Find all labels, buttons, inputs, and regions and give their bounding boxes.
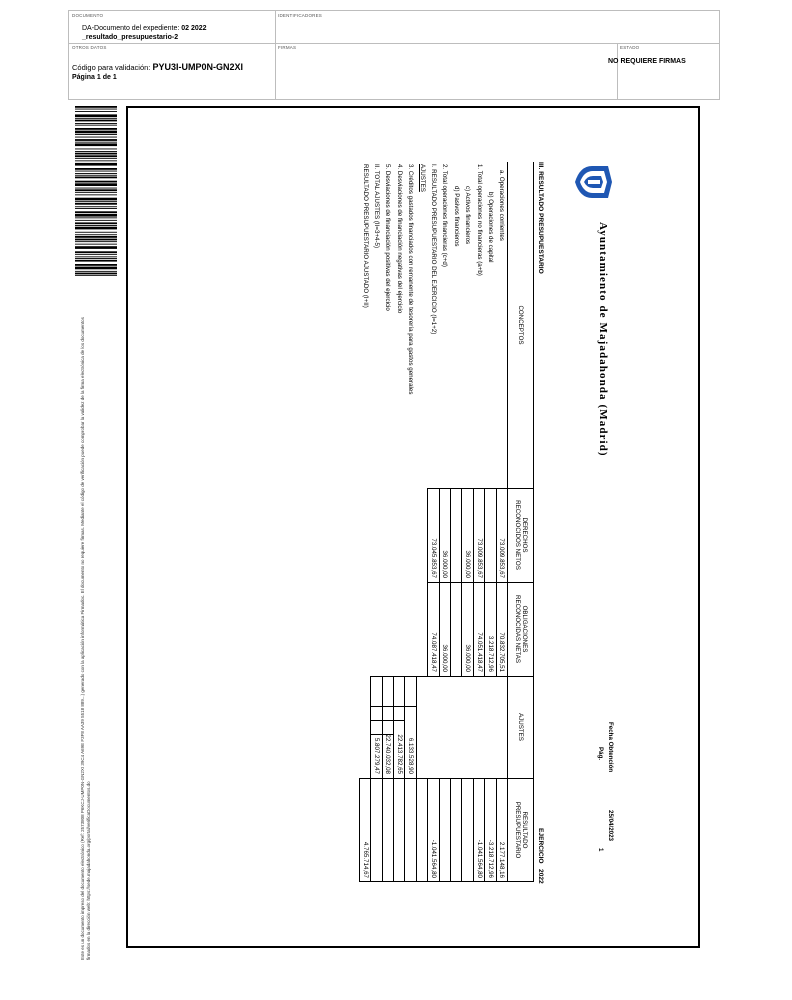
barcode-bar — [75, 271, 117, 272]
barcode-bar — [75, 258, 117, 259]
row-concepto: 5. Desviaciones de financiación positivas del ejercicio — [384, 164, 392, 311]
row-concepto: I. RESULTADO PRESUPUESTARIO DEL EJERCICIO (I=1+2) — [430, 164, 438, 335]
estado-label: ESTADO — [620, 45, 640, 50]
barcode-bar — [75, 241, 117, 242]
barcode-bar — [75, 123, 117, 124]
documento-line1: DA-Documento del expediente: 02 2022 — [82, 25, 207, 32]
barcode-bar — [75, 217, 117, 218]
barcode-bar — [75, 142, 117, 143]
section-title: III. RESULTADO PRESUPUESTARIO — [537, 162, 544, 274]
row-concepto: a. Operaciones corrientes — [498, 170, 506, 241]
barcode-bar — [75, 177, 117, 179]
documento-label: DOCUMENTO — [72, 13, 104, 18]
fecha-label: Fecha Obtención — [607, 722, 614, 773]
barcode-bar — [75, 208, 117, 209]
firmas-cell — [275, 43, 617, 101]
barcode-bar — [75, 211, 117, 213]
cell-obligaciones: 74.087.418,47 — [430, 632, 438, 672]
barcode-bar — [75, 264, 117, 266]
row-concepto: 2. Total operaciones financieras (c+d) — [441, 164, 449, 267]
col-header-resultado: RESULTADO PRESUPUESTARIO — [514, 801, 528, 859]
document-header — [68, 10, 720, 100]
barcode-bar — [75, 153, 117, 155]
cell-obligaciones: 3.218.712,96 — [487, 635, 495, 672]
barcode-bar — [75, 120, 117, 122]
barcode-bar — [75, 143, 117, 146]
table-rule — [508, 676, 534, 677]
row-concepto: AJUSTES — [418, 164, 426, 192]
barcode-bar — [75, 225, 117, 226]
barcode-bar — [75, 189, 117, 191]
barcode-bar — [75, 214, 117, 217]
cell-derechos: 36.000,00 — [441, 550, 449, 578]
pagina-text: Página 1 de 1 — [72, 74, 117, 81]
cell-ajustes: 5.807.279,47 — [373, 737, 381, 774]
barcode-bar — [75, 246, 117, 249]
barcode-bar — [75, 118, 117, 119]
cell-obligaciones: 36.000,00 — [464, 644, 472, 672]
documento-cell — [69, 11, 275, 43]
barcode-bar — [75, 137, 117, 138]
barcode-bar — [75, 151, 117, 152]
row-concepto: d) Pasivos financieros — [452, 186, 460, 247]
barcode-bar — [75, 188, 117, 189]
firmas-label: FIRMAS — [278, 45, 297, 50]
barcode-bar — [75, 175, 117, 176]
pag-value: 1 — [597, 848, 604, 852]
barcode-bar — [75, 106, 117, 108]
barcode-bar — [75, 275, 117, 276]
barcode-bar — [75, 239, 117, 241]
barcode-bar — [75, 198, 117, 201]
table-rule — [450, 778, 451, 882]
col-header-ajustes: AJUSTES — [517, 713, 525, 741]
row-concepto: c) Activos financieros — [464, 186, 472, 245]
rotated-report — [308, 162, 620, 882]
barcode-bar — [75, 267, 117, 270]
cell-derechos: 36.000,00 — [464, 550, 472, 578]
table-rule — [508, 488, 534, 489]
ejercicio: EJERCICIO 2022 — [537, 828, 544, 884]
cell-derechos: 73.009.853,67 — [498, 538, 506, 578]
row-concepto: 4. Desviaciones de financiación negativas del ejercicio — [395, 164, 403, 314]
barcode-bar — [75, 194, 117, 195]
row-concepto: RESULTADO PRESUPUESTARIO AJUSTADO (I+II) — [361, 164, 369, 308]
barcode-bar — [75, 222, 117, 224]
barcode-bar — [75, 155, 117, 157]
barcode-bar — [75, 201, 117, 202]
table-rule — [360, 881, 534, 882]
table-rule — [508, 778, 534, 779]
otros-datos-label: OTROS DATOS — [72, 45, 107, 50]
codigo-validacion: Código para validación: PYU3I-UMP0N-GN2XI — [72, 62, 243, 72]
barcode-bar — [75, 158, 117, 159]
table-rule — [461, 778, 462, 882]
estado-value: NO REQUIERE FIRMAS — [608, 58, 686, 65]
otros-datos-cell — [69, 43, 275, 101]
cell-ajustes: 22.740.032,08 — [384, 734, 392, 774]
table-rule — [393, 778, 394, 882]
barcode-bar — [75, 260, 117, 262]
organization-name: Ayuntamiento de Majadahonda (Madrid) — [597, 222, 609, 457]
identificadores-label: IDENTIFICADORES — [278, 13, 323, 18]
documento-line2: _resultado_presupuestario-2 — [82, 34, 179, 41]
barcode-bar — [75, 131, 117, 134]
barcode-bar — [75, 160, 117, 161]
majadahonda-crest-icon — [574, 162, 614, 202]
cell-ajustes: 22.413.782,65 — [395, 734, 403, 774]
row-concepto: II. TOTAL AJUSTES (II=3+4-5) — [373, 164, 381, 249]
barcode-bar — [75, 128, 117, 130]
barcode-bar — [75, 256, 117, 257]
fecha-value: 25/04/2023 — [607, 810, 614, 841]
col-header-obligaciones: OBLIGACIONES RECONOCIDAS NETAS — [514, 595, 528, 663]
cell-resultado: -3.218.712,96 — [487, 839, 495, 878]
cell-ajustes: 6.133.528,90 — [407, 737, 415, 774]
barcode-bar — [75, 149, 117, 150]
table-rule — [508, 582, 534, 583]
barcode-bar — [75, 111, 117, 112]
barcode-bar — [75, 254, 117, 255]
cell-derechos: 73.045.853,67 — [430, 538, 438, 578]
pag-label: Pág. — [597, 747, 604, 761]
barcode-bar — [75, 168, 117, 170]
table-rule — [533, 162, 534, 882]
barcode-bar — [75, 192, 117, 193]
table-rule — [404, 778, 405, 882]
barcode-bar — [75, 234, 117, 235]
barcode-bar — [75, 114, 117, 117]
barcode-bar — [75, 173, 117, 174]
barcode-bar — [75, 232, 117, 233]
cell-derechos: 73.009.853,67 — [475, 538, 483, 578]
barcode-bar — [75, 125, 117, 126]
barcode-bar — [75, 134, 117, 135]
barcode-image — [75, 106, 117, 276]
barcode-bar — [75, 273, 117, 275]
cell-obligaciones: 36.000,00 — [441, 644, 449, 672]
row-concepto: 3. Créditos gastados financiados con remanente de tesorería para gastos generales — [407, 164, 415, 395]
cell-resultado: -1.041.564,80 — [475, 839, 483, 878]
cell-resultado: 2.177.148,16 — [498, 841, 506, 878]
estado-cell — [608, 43, 721, 101]
barcode-bar — [75, 181, 117, 183]
barcode-bar — [75, 109, 117, 110]
col-header-conceptos: CONCEPTOS — [517, 305, 525, 345]
barcode-bar — [75, 236, 117, 238]
barcode-bar — [75, 203, 117, 205]
cell-obligaciones: 74.051.418,47 — [475, 632, 483, 672]
cell-resultado: 4.765.714,67 — [361, 841, 369, 878]
table-rule — [416, 778, 417, 882]
barcode-bar — [75, 227, 117, 230]
barcode-bar — [75, 171, 117, 172]
row-concepto: b) Operaciones de capital — [487, 192, 495, 263]
table-rule — [382, 778, 383, 882]
row-concepto: 1. Total operaciones no financieras (a+b) — [475, 164, 483, 276]
barcode-bar — [75, 244, 117, 245]
col-header-derechos: DERECHOS RECONOCIDOS NETOS — [514, 500, 528, 570]
identificadores-cell — [275, 11, 721, 43]
cell-obligaciones: 70.832.705,51 — [498, 632, 506, 672]
barcode-bar — [75, 183, 117, 186]
legal-verification-text: Este es un documento impreso del documento electrónico (Ref: 2573808 P6KCJ-UMP0N-GN2XI 39C4 A69E F3F8 AA39 5518 889...) generado con la aplicación informática Firmadoc. El documento no requiere firmas. Mediante el código de verificación puede comprobar la validez de la firma electrónica de los documentos firmados en la dirección web: https://sede.majadahonda.org/portal/verificaDocumentos.do — [80, 317, 91, 960]
cell-resultado: -1.041.564,80 — [430, 839, 438, 878]
barcode-bar — [75, 206, 117, 207]
barcode-bar — [75, 251, 117, 253]
barcode-bar — [75, 163, 117, 166]
barcode-bar — [75, 220, 117, 221]
barcode-bar — [75, 139, 117, 141]
